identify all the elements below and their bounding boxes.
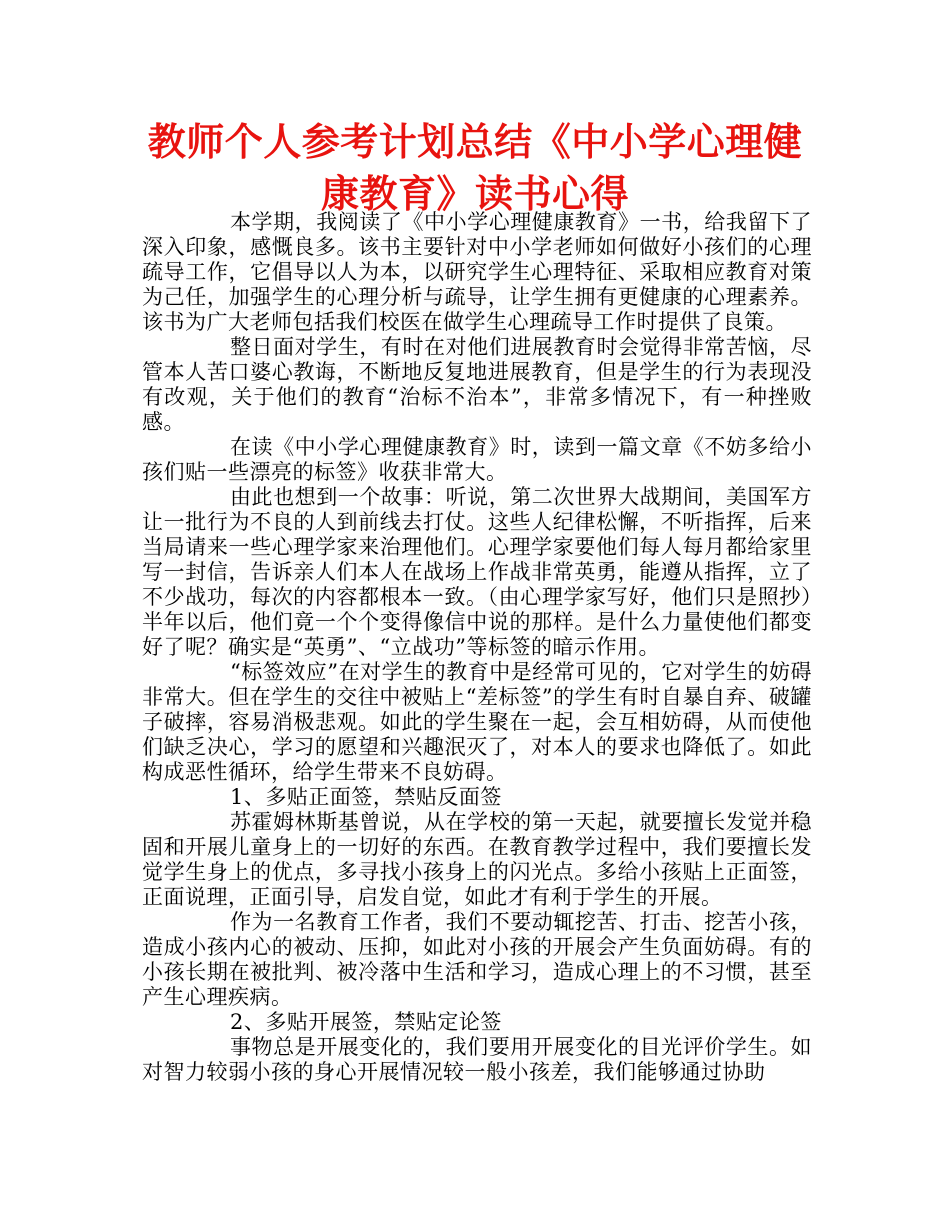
paragraph: 整日面对学生，有时在对他们进展教育时会觉得非常苦恼，尽管本人苦口婆心教诲，不断地反复地进展教育，但是学生的行为表现没有改观，关于他们的教育“治标不治本”，非常多情况下，有一种挫败感。 bbox=[142, 335, 812, 434]
document-body bbox=[142, 210, 812, 1085]
paragraph: 作为一名教育工作者，我们不要动辄挖苦、打击、挖苦小孩，造成小孩内心的被动、压抑，如此对小孩的开展会产生负面妨碍。有的小孩长期在被批判、被冷落中生活和学习，造成心理上的不习惯，甚至产生心理疾病。 bbox=[142, 910, 812, 1009]
paragraph: 由此也想到一个故事：听说，第二次世界大战期间，美国军方让一批行为不良的人到前线去打仗。这些人纪律松懈，不听指挥，后来当局请来一些心理学家来治理他们。心理学家要他们每人每月都给家里写一封信，告诉亲人们本人在战场上作战非常英勇，能遵从指挥，立了不少战功，每次的内容都根本一致。（由心理学家写好，他们只是照抄）半年以后，他们竟一个个变得像信中说的那样。是什么力量使他们都变好了呢？确实是“英勇”、“立战功”等标签的暗示作用。 bbox=[142, 485, 812, 659]
paragraph: 本学期，我阅读了《中小学心理健康教育》一书，给我留下了深入印象，感慨良多。该书主要针对中小学老师如何做好小孩们的心理疏导工作，它倡导以人为本，以研究学生心理特征、采取相应教育对策为己任，加强学生的心理分析与疏导，让学生拥有更健康的心理素养。该书为广大老师包括我们校医在做学生心理疏导工作时提供了良策。 bbox=[142, 210, 812, 334]
section-heading: 1、多贴正面签，禁贴反面签 bbox=[230, 785, 502, 809]
section-heading: 2、多贴开展签，禁贴定论签 bbox=[230, 1010, 502, 1034]
document-title: 教师个人参考计划总结《中小学心理健康教育》读书心得 bbox=[147, 120, 803, 216]
paragraph: “标签效应”在对学生的教育中是经常可见的，它对学生的妨碍非常大。但在学生的交往中被贴上“差标签”的学生有时自暴自弃、破罐子破摔，容易消极悲观。如此的学生聚在一起，会互相妨碍，从而使他们缺乏决心，学习的愿望和兴趣泯灭了，对本人的要求也降低了。如此构成恶性循环，给学生带来不良妨碍。 bbox=[142, 660, 812, 784]
paragraph: 在读《中小学心理健康教育》时，读到一篇文章《不妨多给小孩们贴一些漂亮的标签》收获非常大。 bbox=[142, 435, 812, 484]
paragraph: 事物总是开展变化的，我们要用开展变化的目光评价学生。如对智力较弱小孩的身心开展情况较一般小孩差，我们能够通过协助 bbox=[142, 1035, 812, 1084]
paragraph: 苏霍姆林斯基曾说，从在学校的第一天起，就要擅长发觉并稳固和开展儿童身上的一切好的东西。在教育教学过程中，我们要擅长发觉学生身上的优点，多寻找小孩身上的闪光点。多给小孩贴上正面签，正面说理，正面引导，启发自觉，如此才有利于学生的开展。 bbox=[142, 810, 812, 909]
